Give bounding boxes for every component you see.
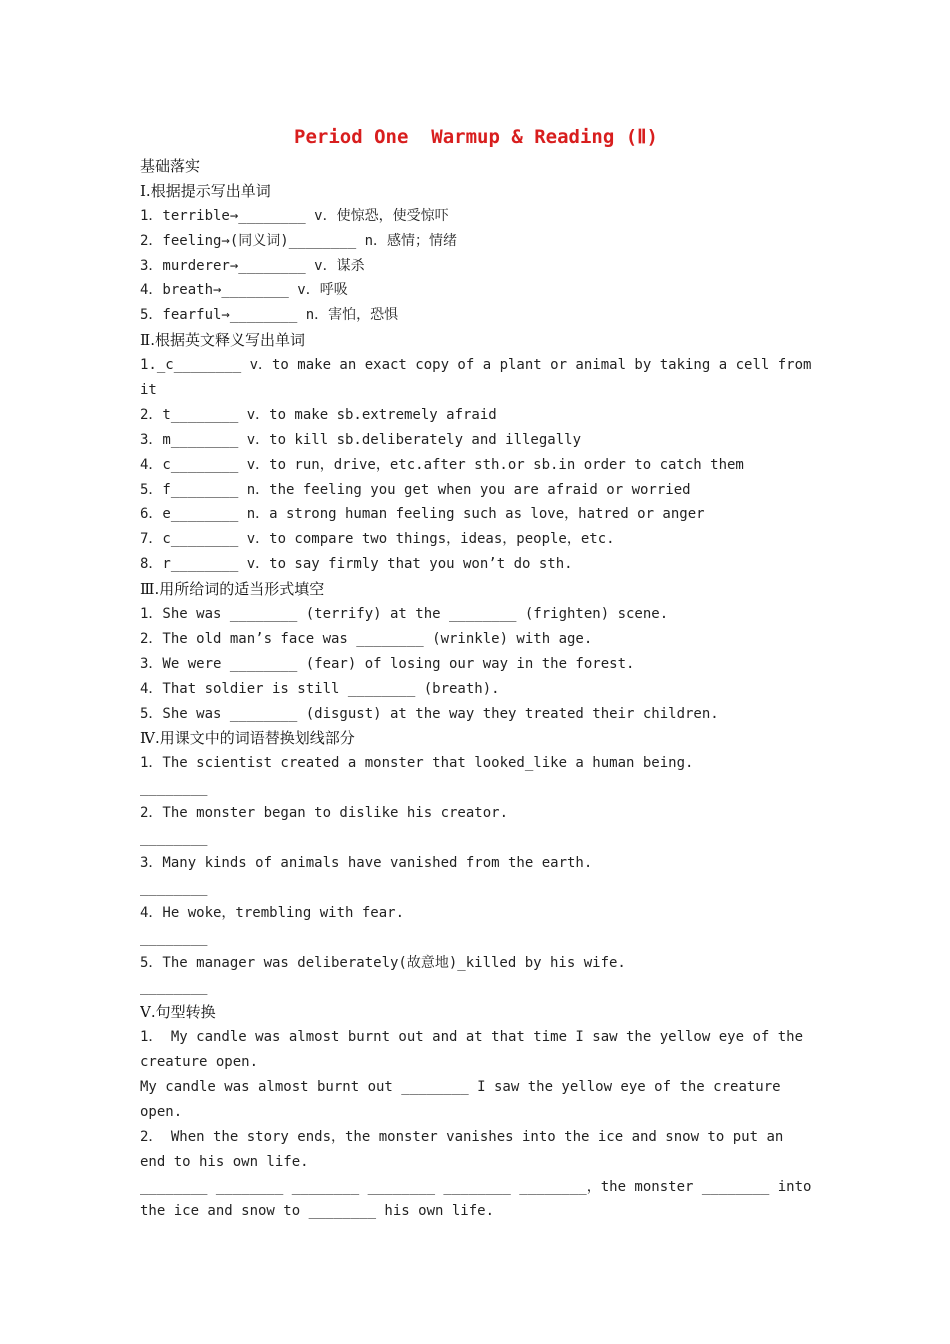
exercise-line: 2．The old man’s face was ________ (wrinkle) with age. [140,630,593,647]
exercise-line: 1．She was ________ (terrify) at the ________ (frighten) scene. [140,606,669,623]
exercise-line: ________ ________ ________ ________ ________ ________，the monster ________ into [140,1178,812,1195]
sections-container [140,179,812,1224]
exercise-line: it [140,382,157,399]
exercise-line: 1．The scientist created a monster that looked_like a human being. [140,755,694,772]
exercise-line: ________ [140,830,208,847]
exercise-line: the ice and snow to ________ his own life. [140,1203,495,1220]
exercise-line: 5．fearful→________ n．害怕，恐惧 [140,307,399,324]
exercise-line: 3．Many kinds of animals have vanished from the earth. [140,854,593,871]
exercise-line: 8．r________ v．to say firmly that you won’t do sth. [140,556,573,573]
page-title: Period One Warmup & Reading (Ⅱ) [294,126,658,148]
exercise-line: 5．f________ n．the feeling you get when you are afraid or worried [140,481,691,498]
exercise-line: ________ [140,929,208,946]
exercise-line: My candle was almost burnt out ________ I saw the yellow eye of the creature [140,1078,781,1095]
section-heading: Ⅳ.用课文中的词语替换划线部分 [140,729,355,748]
exercise-line: 4．That soldier is still ________ (breath). [140,680,500,697]
exercise-line: 1． My candle was almost burnt out and at that time I saw the yellow eye of the [140,1029,804,1046]
exercise-line: open. [140,1103,183,1120]
exercise-line: ________ [140,780,208,797]
exercise-line: 1._c________ v．to make an exact copy of a plant or animal by taking a cell from [140,357,812,374]
exercise-line: 3．We were ________ (fear) of losing our way in the forest. [140,655,635,672]
exercise-line: 2．feeling→(同义词)________ n．感情；情绪 [140,232,458,249]
worksheet-page [140,120,812,1224]
exercise-line: 4．c________ v．to run，drive，etc.after sth.or sb.in order to catch them [140,456,744,473]
exercise-line: 7．c________ v．to compare two things，ideas，people，etc. [140,531,615,548]
section-heading: Ⅴ.句型转换 [140,1003,216,1022]
exercise-line: 5．The manager was deliberately(故意地)_killed by his wife. [140,954,626,971]
exercise-line: ________ [140,979,208,996]
exercise-line: ________ [140,879,208,896]
section-heading: Ⅱ.根据英文释义写出单词 [140,331,305,350]
exercise-line: creature open. [140,1054,259,1071]
exercise-line: 3．murderer→________ v．谋杀 [140,257,365,274]
exercise-line: 2．The monster began to dislike his creator. [140,805,509,822]
section-heading: Ⅲ.用所给词的适当形式填空 [140,580,325,599]
intro-heading: 基础落实 [140,157,201,175]
exercise-line: 1．terrible→________ v．使惊恐，使受惊吓 [140,207,449,224]
exercise-line: 5．She was ________ (disgust) at the way they treated their children. [140,705,719,722]
exercise-line: end to his own life. [140,1153,309,1170]
exercise-line: 6．e________ n．a strong human feeling such as love，hatred or anger [140,506,705,523]
exercise-line: 4．He woke，trembling with fear. [140,904,405,921]
exercise-line: 3．m________ v．to kill sb.deliberately and illegally [140,431,582,448]
section-heading: Ⅰ.根据提示写出单词 [140,181,271,200]
exercise-line: 4．breath→________ v．呼吸 [140,282,348,299]
exercise-line: 2． When the story ends，the monster vanishes into the ice and snow to put an [140,1128,784,1145]
exercise-line: 2．t________ v．to make sb.extremely afraid [140,406,497,423]
